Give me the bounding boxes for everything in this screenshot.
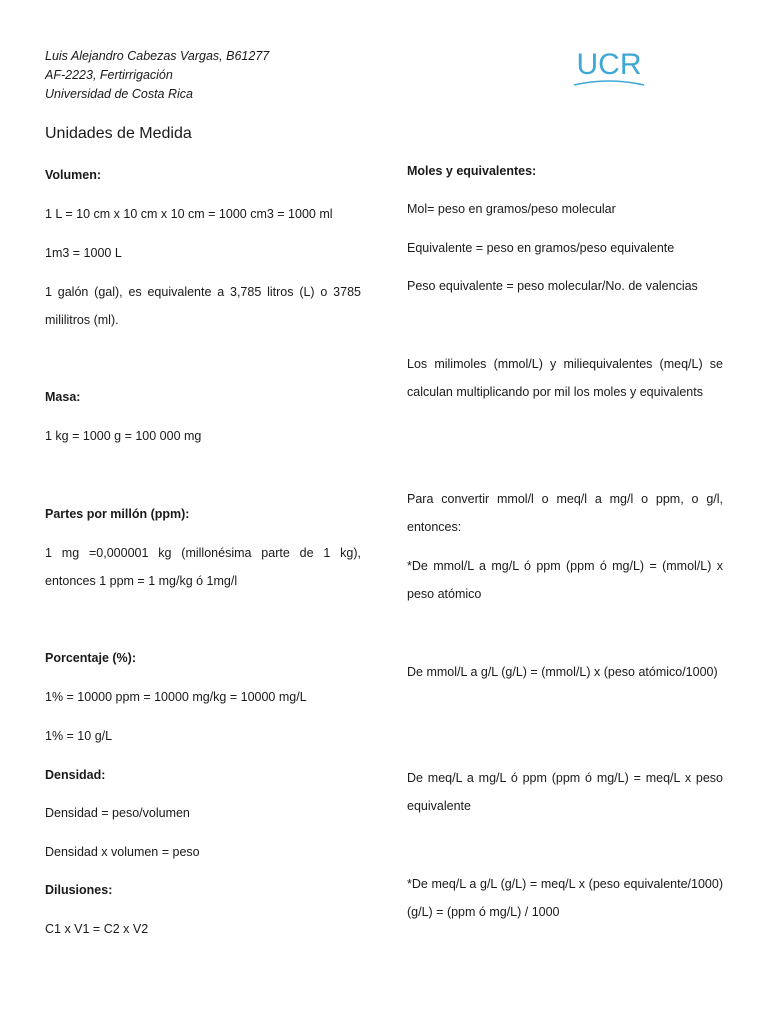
densidad-line-1: Densidad = peso/volumen <box>45 806 190 820</box>
volumen-heading: Volumen: <box>45 168 102 182</box>
university-line: Universidad de Costa Rica <box>45 87 193 101</box>
diluciones-heading: Dilusiones: <box>45 883 113 897</box>
ppm-line-1: 1 mg =0,000001 kg (millonésima parte de 1 kg), entonces 1 ppm = 1 mg/kg ó 1mg/l <box>45 546 361 588</box>
moles-heading: Moles y equivalentes: <box>407 164 537 178</box>
ucr-logo-text: UCR <box>576 48 642 81</box>
course-line: AF-2223, Fertirrigación <box>45 68 173 82</box>
ucr-logo <box>572 48 646 90</box>
densidad-heading: Densidad: <box>45 768 106 782</box>
author-line: Luis Alejandro Cabezas Vargas, B61277 <box>45 49 270 63</box>
masa-line-1: 1 kg = 1000 g = 100 000 mg <box>45 429 202 443</box>
volumen-line-1: 1 L = 10 cm x 10 cm x 10 cm = 1000 cm3 = 1000 ml <box>45 207 333 221</box>
conversion-line-4: *De meq/L a g/L (g/L) = meq/L x (peso equivalente/1000) (g/L) = (ppm ó mg/L) / 1000 <box>407 877 723 919</box>
porcentaje-line-2: 1% = 10 g/L <box>45 729 113 743</box>
masa-heading: Masa: <box>45 390 81 404</box>
document-header <box>45 47 269 104</box>
moles-line-3: Peso equivalente = peso molecular/No. de valencias <box>407 279 698 293</box>
densidad-line-2: Densidad x volumen = peso <box>45 845 200 859</box>
moles-line-1: Mol= peso en gramos/peso molecular <box>407 202 616 216</box>
conversion-line-2: De mmol/L a g/L (g/L) = (mmol/L) x (peso atómico/1000) <box>407 665 718 679</box>
ucr-logo-swoosh-icon <box>572 76 646 90</box>
moles-line-2: Equivalente = peso en gramos/peso equivalente <box>407 241 675 255</box>
conversion-line-3: De meq/L a mg/L ó ppm (ppm ó mg/L) = meq/L x peso equivalente <box>407 771 723 813</box>
porcentaje-line-1: 1% = 10000 ppm = 10000 mg/kg = 10000 mg/L <box>45 690 307 704</box>
conversion-intro: Para convertir mmol/l o meq/l a mg/l o ppm, o g/l, entonces: <box>407 492 723 534</box>
milimoles-paragraph: Los milimoles (mmol/L) y miliequivalentes (meq/L) se calculan multiplicando por mil los moles y equivalents <box>407 357 723 399</box>
porcentaje-heading: Porcentaje (%): <box>45 651 136 665</box>
ppm-heading: Partes por millón (ppm): <box>45 507 190 521</box>
page-title: Unidades de Medida <box>45 125 192 142</box>
volumen-line-2: 1m3 = 1000 L <box>45 246 122 260</box>
volumen-line-3: 1 galón (gal), es equivalente a 3,785 litros (L) o 3785 mililitros (ml). <box>45 285 361 327</box>
conversion-line-1: *De mmol/L a mg/L ó ppm (ppm ó mg/L) = (mmol/L) x peso atómico <box>407 559 723 601</box>
diluciones-line-1: C1 x V1 = C2 x V2 <box>45 922 149 936</box>
